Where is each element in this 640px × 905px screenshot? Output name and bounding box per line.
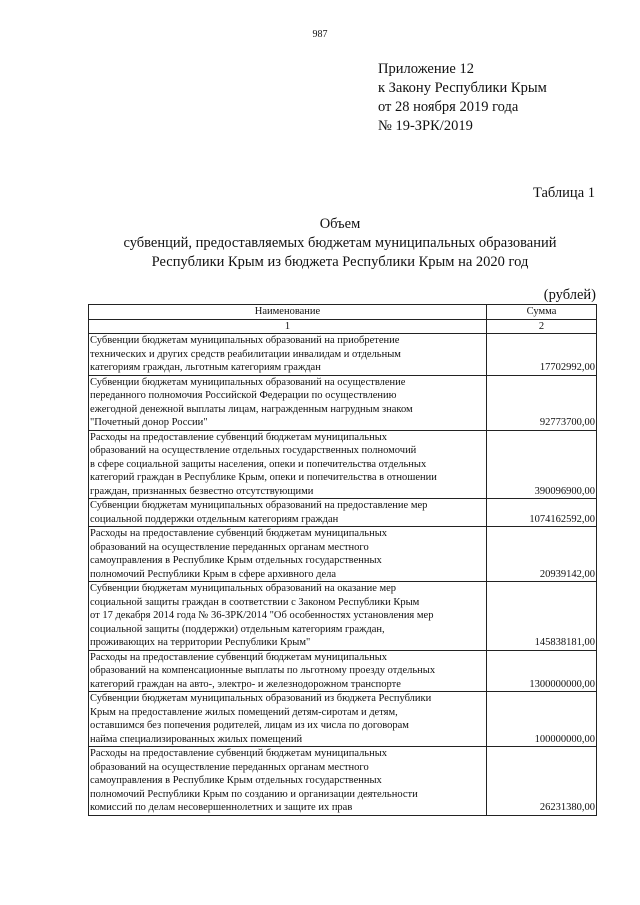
table-row xyxy=(89,499,597,527)
row-amount: 92773700,00 xyxy=(487,375,597,430)
row-name-line: Крым на предоставление жилых помещений детям-сиротам и детям, xyxy=(90,706,398,718)
row-name-line: образований на осуществление переданных органам местного xyxy=(90,541,369,553)
row-name-line: оставшимся без попечения родителей, лицам из их числа по договорам xyxy=(90,720,409,731)
row-name-line: полномочий Республики Крым по созданию и организации деятельности xyxy=(90,788,418,800)
row-name-line: Субвенции бюджетам муниципальных образований на осуществление xyxy=(90,376,406,388)
row-name-line: найма специализированных жилых помещений xyxy=(90,733,303,745)
table-row xyxy=(89,582,597,651)
row-name-line: "Почетный донор России" xyxy=(90,417,208,428)
row-name xyxy=(89,499,487,527)
row-name-line: самоуправления в Республике Крым отдельных государственных xyxy=(90,775,382,786)
page-number: 987 xyxy=(312,29,328,40)
row-name-line: Субвенции бюджетам муниципальных образований из бюджета Республики xyxy=(90,693,432,704)
row-name-line: Расходы на предоставление субвенций бюджетам муниципальных xyxy=(90,651,388,663)
table-body xyxy=(89,334,597,816)
row-amount: 1074162592,00 xyxy=(487,499,597,527)
column-number-row xyxy=(89,319,597,334)
row-name-line: от 17 декабря 2014 года № 36-ЗРК/2014 "Об особенностях установления мер xyxy=(90,610,434,621)
row-name xyxy=(89,375,487,430)
row-name-line: Расходы на предоставление субвенций бюджетам муниципальных xyxy=(90,528,388,539)
row-name-line: категориям граждан, льготным категориям граждан xyxy=(90,362,321,373)
row-amount: 145838181,00 xyxy=(487,582,597,651)
column-number-sum: 2 xyxy=(487,319,597,334)
row-name xyxy=(89,582,487,651)
row-name xyxy=(89,650,487,692)
document-title xyxy=(0,215,640,272)
row-amount: 17702992,00 xyxy=(487,334,597,376)
row-name-line: образований на осуществление отдельных государственных полномочий xyxy=(90,445,417,456)
row-name-line: Субвенции бюджетам муниципальных образований на предоставление мер xyxy=(90,500,428,511)
row-name-line: Расходы на предоставление субвенций бюджетам муниципальных xyxy=(90,748,388,759)
table-label: Таблица 1 xyxy=(532,185,595,201)
row-name-line: Расходы на предоставление субвенций бюджетам муниципальных xyxy=(90,431,388,443)
row-amount: 20939142,00 xyxy=(487,527,597,582)
row-name-line: Субвенции бюджетам муниципальных образований на приобретение xyxy=(90,335,400,346)
row-name-line: образований на компенсационные выплаты по льготному проезду отдельных xyxy=(90,665,436,676)
row-name-line: социальной защиты граждан в соответствии с Законом Республики Крым xyxy=(90,596,420,608)
row-name-line: самоуправления в Республике Крым отдельных государственных xyxy=(90,555,382,566)
row-name-line: Субвенции бюджетам муниципальных образований на оказание мер xyxy=(90,583,397,594)
header-name: Наименование xyxy=(89,305,487,320)
row-name xyxy=(89,527,487,582)
table-header-row xyxy=(89,305,597,320)
row-name-line: категорий граждан на авто-, электро- и железнодорожном транспорте xyxy=(90,678,401,690)
table-row xyxy=(89,430,597,499)
row-name-line: категорий граждан в Республике Крым, опеки и попечительства в отношении xyxy=(90,472,437,483)
table-row xyxy=(89,692,597,747)
row-name-line: образований на осуществление переданных органам местного xyxy=(90,761,369,773)
table-row xyxy=(89,747,597,816)
subventions-table xyxy=(88,304,597,816)
row-name-line: комиссий по делам несовершеннолетних и защите их прав xyxy=(90,802,353,813)
appendix-line: к Закону Республики Крым xyxy=(378,80,547,96)
header-sum: Сумма xyxy=(487,305,597,320)
row-name xyxy=(89,747,487,816)
title-line: Республики Крым из бюджета Республики Крым на 2020 год xyxy=(151,254,529,270)
table-row xyxy=(89,527,597,582)
row-amount: 100000000,00 xyxy=(487,692,597,747)
table-row xyxy=(89,375,597,430)
table-row xyxy=(89,650,597,692)
row-name-line: проживающих на территории Республики Крым" xyxy=(90,637,311,648)
row-name xyxy=(89,692,487,747)
table-row xyxy=(89,334,597,376)
row-amount: 390096900,00 xyxy=(487,430,597,499)
column-number-name: 1 xyxy=(89,319,487,334)
row-name-line: переданного полномочия Российской Федерации по осуществлению xyxy=(90,390,397,401)
appendix-line: Приложение 12 xyxy=(378,61,474,77)
title-line: Объем xyxy=(319,216,361,232)
row-name-line: граждан, признанных безвестно отсутствующими xyxy=(90,485,314,497)
appendix-reference xyxy=(378,60,547,136)
row-name-line: полномочий Республики Крым в сфере архивного дела xyxy=(90,568,337,580)
row-name-line: ежегодной денежной выплаты лицам, награжденным нагрудным знаком xyxy=(90,403,413,415)
row-name-line: социальной поддержки отдельным категориям граждан xyxy=(90,513,339,525)
title-line: субвенций, предоставляемых бюджетам муниципальных образований xyxy=(123,235,557,251)
row-amount: 26231380,00 xyxy=(487,747,597,816)
unit-label: (рублей) xyxy=(543,287,596,303)
row-amount: 1300000000,00 xyxy=(487,650,597,692)
row-name-line: технических и других средств реабилитации инвалидам и отдельным xyxy=(90,348,401,360)
row-name-line: в сфере социальной защиты населения, опеки и попечительства отдельных xyxy=(90,458,427,470)
appendix-line: от 28 ноября 2019 года xyxy=(378,99,519,115)
row-name xyxy=(89,334,487,376)
row-name xyxy=(89,430,487,499)
row-name-line: социальной защиты (поддержки) отдельным категориям граждан, xyxy=(90,623,385,635)
appendix-line: № 19-ЗРК/2019 xyxy=(378,118,473,134)
